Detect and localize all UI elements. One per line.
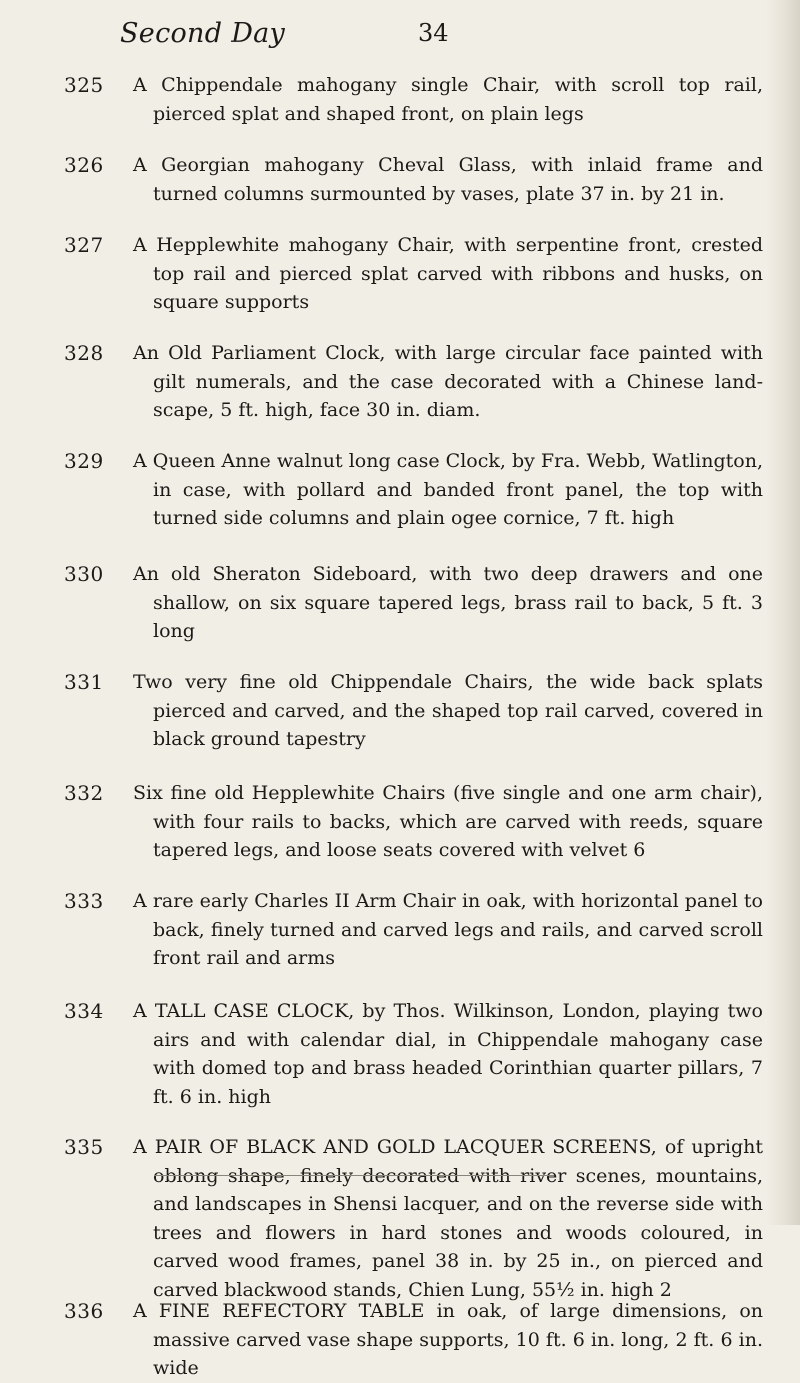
lot-number: 333 (64, 889, 104, 913)
lot-entry (0, 560, 770, 668)
page-header (120, 18, 680, 58)
lot-entry (0, 1297, 770, 1383)
lot-entry (0, 1133, 770, 1301)
page-edge-shadow (766, 0, 800, 1225)
lot-entry (0, 151, 770, 231)
lot-description: A Hepplewhite mahogany Chair, with serpentine front, crested top rail and pierced splat carved with ribbons and husks, on square supports (133, 234, 763, 313)
lot-list (0, 71, 770, 1383)
lot-description: A Chippendale mahogany single Chair, with scroll top rail, pierced splat and shaped front, on plain legs (133, 74, 763, 125)
lot-entry (0, 779, 770, 887)
footer-rule (154, 1175, 554, 1176)
lot-description: Two very fine old Chippendale Chairs, the wide back splats pierced and carved, and the shaped top rail carved, covered in black ground tapestry (133, 671, 763, 750)
lot-description: A FINE REFECTORY TABLE in oak, of large dimensions, on massive carved vase shape supports, 10 ft. 6 in. long, 2 ft. 6 in. wide (133, 1300, 763, 1379)
lot-description: A rare early Charles II Arm Chair in oak, with horizontal panel to back, finely turned and carved legs and rails, and carved scroll front rail and arms (133, 890, 763, 969)
lot-number: 328 (64, 341, 104, 365)
lot-entry (0, 447, 770, 560)
lot-number: 327 (64, 233, 104, 257)
lot-entry (0, 887, 770, 997)
lot-entry (0, 339, 770, 447)
lot-number: 330 (64, 562, 104, 586)
lot-description: A PAIR OF BLACK AND GOLD LACQUER SCREENS, of upright oblong shape, finely decorated with river scenes, mountains, and landscapes in Shensi lacquer, and on the reverse side with trees and flowers in hard stones and woods coloured, in carved wood frames, panel 38 in. by 25 in., on pierced and carved blackwood stands, Chien Lung, 55½ in. high 2 (133, 1136, 763, 1301)
lot-description: An Old Parliament Clock, with large circular face painted with gilt numerals, and the case decorated with a Chinese land-scape, 5 ft. high, face 30 in. diam. (133, 342, 763, 421)
lot-number: 334 (64, 999, 104, 1023)
lot-number: 331 (64, 670, 104, 694)
lot-entry (0, 997, 770, 1133)
lot-number: 325 (64, 73, 104, 97)
lot-number: 335 (64, 1135, 104, 1159)
page-number: 34 (418, 19, 449, 47)
lot-description: A Georgian mahogany Cheval Glass, with inlaid frame and turned columns surmounted by vases, plate 37 in. by 21 in. (133, 154, 763, 205)
lot-number: 326 (64, 153, 104, 177)
lot-description: An old Sheraton Sideboard, with two deep drawers and one shallow, on six square tapered legs, brass rail to back, 5 ft. 3 long (133, 563, 763, 642)
lot-description: Six fine old Hepplewhite Chairs (five single and one arm chair), with four rails to backs, which are carved with reeds, square tapered legs, and loose seats covered with velvet 6 (133, 782, 763, 861)
lot-number: 329 (64, 449, 104, 473)
lot-entry (0, 668, 770, 779)
lot-entry (0, 231, 770, 339)
section-title: Second Day (120, 18, 286, 49)
lot-description: A TALL CASE CLOCK, by Thos. Wilkinson, London, playing two airs and with calendar dial, in Chippendale mahogany case with domed top and brass headed Corinthian quarter pillars, 7 ft. 6 in. high (133, 1000, 763, 1108)
lot-number: 336 (64, 1299, 104, 1323)
lot-number: 332 (64, 781, 104, 805)
lot-description: A Queen Anne walnut long case Clock, by Fra. Webb, Watlington, in case, with pollard and banded front panel, the top with turned side columns and plain ogee cornice, 7 ft. high (133, 450, 763, 529)
lot-entry (0, 71, 770, 151)
